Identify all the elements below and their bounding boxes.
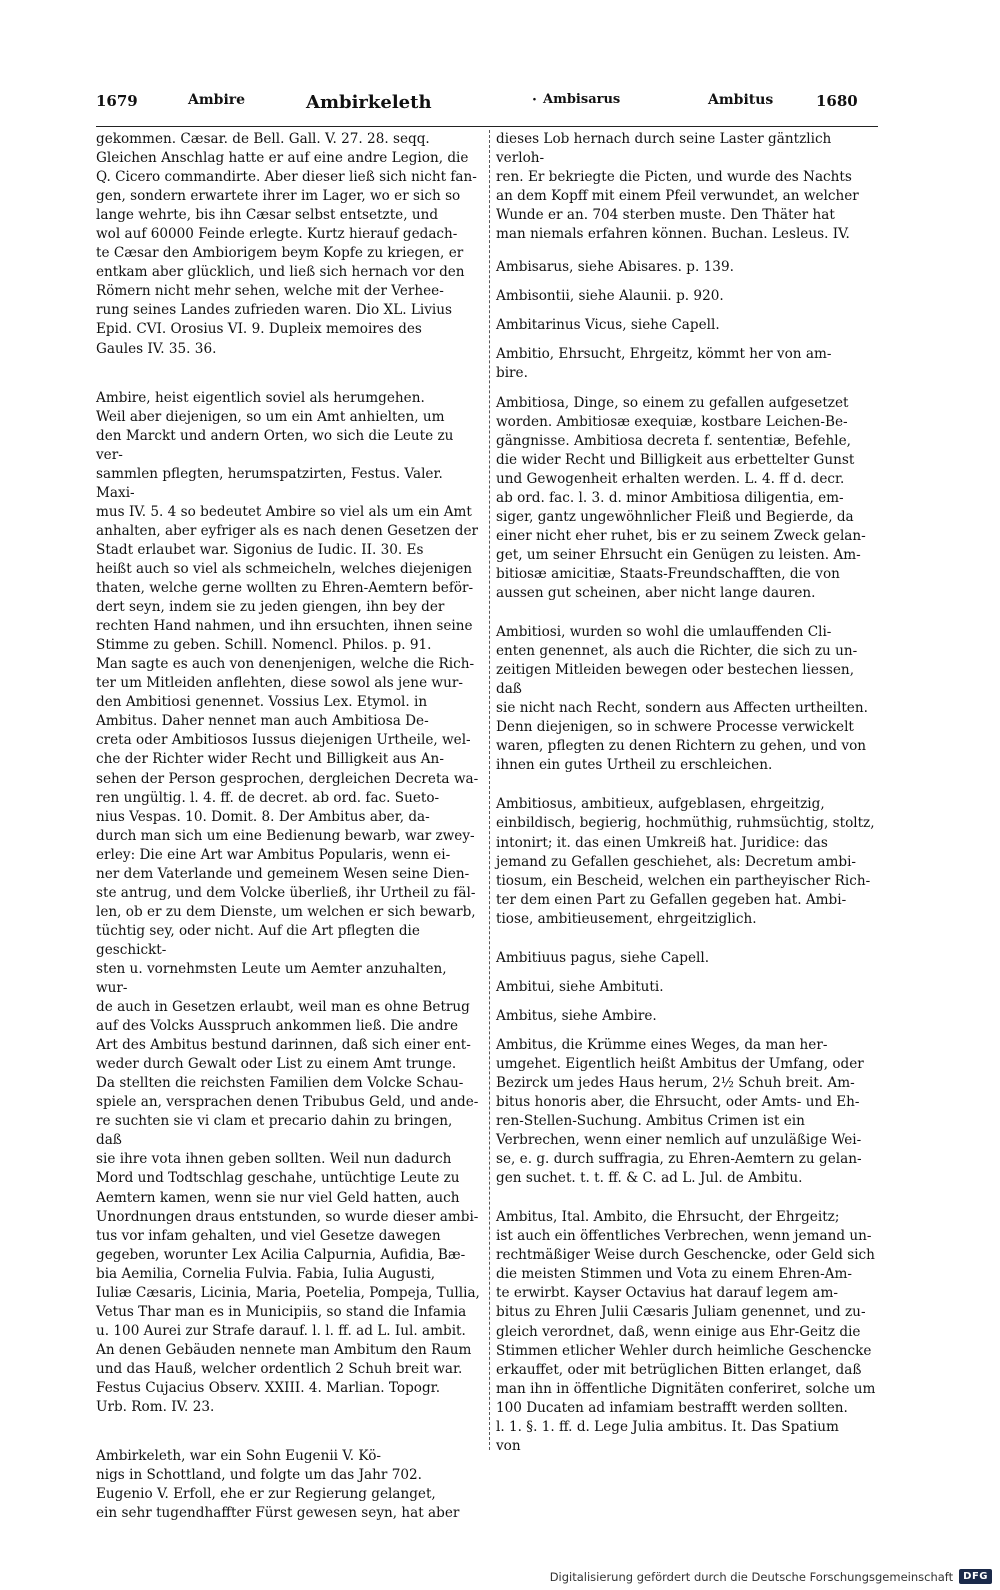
header-separator-dot: · (532, 92, 537, 108)
digitization-footer (550, 1569, 992, 1584)
entry-paragraph: Ambitus, siehe Ambire. (496, 1007, 657, 1024)
header-keyword-right: Ambisarus (543, 92, 621, 107)
entry-paragraph: Ambitiosus, ambitieux, aufgeblasen, ehrgeitzig, einbildisch, begierig, hochmüthig, ruhmsüchtig, stoltz, intonirt; it. das einen Umkreiß hat. Juridice: das jemand zu Gefallen geschiehet, als: Decretum ambi- tiosum, ein Bescheid, welchen ein partheyischer Rich- ter dem einen Part zu Gefallen gegeben hat. Ambi- tiose, ambitieusement, ehrgeitziglich. (496, 796, 875, 927)
entry-paragraph: Ambitiuus pagus, siehe Capell. (496, 949, 710, 966)
header-keyword-fraktur-left: Ambirkeleth (306, 92, 432, 113)
header-keyword-fraktur-right: Ambitus (708, 92, 774, 108)
footer-credit-text: Digitalisierung gefördert durch die Deutsche Forschungsgemeinschaft (549, 1569, 954, 1584)
entry-paragraph: Ambitiosi, wurden so wohl die umlauffenden Cli- enten genennet, als auch die Richter, die sich zu un- zeitigen Mitleiden bewegen oder bestechen liessen, daß sie nicht nach Recht, sondern aus Affecten urtheilten. Denn diejenigen, so in schwere Processe verwickelt waren, pflegten zu denen Richtern zu gehen, und von ihnen ein gutes Urtheil zu erschleichen. (496, 624, 868, 774)
page-number-right: 1680 (816, 92, 858, 110)
entry-paragraph: Ambire, heist eigentlich soviel als herumgehen. Weil aber diejenigen, so um ein Amt anhielten, um den Marckt und andern Orten, wo sich die Leute zu ver- sammlen pflegten, herumspatzirten, Festus. Valer. Maxi- mus IV. 5. 4 so bedeutet Ambire so viel als um ein Amt anhalten, aber eyfriger als es nach denen Gesetzen der Stadt erlaubet war. Sigonius de Iudic. II. 30. Es heißt auch so viel als schmeicheln, welches diejenigen thaten, welche gerne wollten zu Ehren-Aemtern beför- dert seyn, indem sie zu jeden giengen, ihn bey der rechten Hand nahmen, und ihn ersuchten, ihnen seine Stimme zu geben. Schill. Nomencl. Philos. p. 91. Man sagte es auch von denenjenigen, welche die Rich- ter um Mitleiden anflehten, diese sowol als jene wur- den Ambitiosi genennet. Vossius Lex. Etymol. in Ambitus. Daher nennet man auch Ambitiosa De- creta oder Ambitiosos Iussus diejenigen Urtheile, wel- che der Richter wider Recht und Billigkeit aus An- sehen der Person gesprochen, dergleichen Decreta wa- ren ungültig. l. 4. ff. de decret. ab ord. fac. Sueto- nius Vespas. 10. Domit. 8. Der Ambitus aber, da- durch man sich um eine Bedienung bewarb, war zwey- erley: Die eine Art war Ambitus Popularis, wenn ei- ner dem Vaterlande und gemeinem Wesen seine Dien- ste antrug, und dem Volcke überließ, ihr Urtheil zu fäl- len, ob er zu dem Dienste, um welchen er sich bewarb, tüchtig sey, oder nicht. Auf die Art pflegten die geschickt- sten u. vornehmsten Leute um Aemter anzuhalten, wur- de auch in Gesetzen erlaubt, weil man es ohne Betrug auf des Volcks Ausspruch ankommen ließ. Die andre Art des Ambitus bestund darinnen, daß sich einer ent- weder durch Gewalt oder List zu einem Amt trunge. Da stellten die reichsten Familien dem Volcke Schau- spiele an, versprachen denen Tribubus Geld, und ande- re suchten sie vi clam et precario dahin zu bringen, daß sie ihre vota ihnen geben sollten. Weil nun dadurch Mord und Todtschlag geschahe, untüchtige Leute zu Aemtern kamen, wenn sie nur viel Geld hatten, auch Unordnungen draus entstunden, so wurde dieser ambi- tus vor infam gehalten, und viel Gesetze dawegen gegeben, worunter Lex Acilia Calpurnia, Aufidia, Bæ- bia Aemilia, Cornelia Fulvia. Fabia, Iulia Augusti, Iuliæ Cæsaris, Licinia, Maria, Poetelia, Pompeja, Tullia, Vetus Thar man es in Municipiis, so stand die Infamia u. 100 Aurei zur Strafe darauf. l. l. ff. ad L. Iul. ambit. An denen Gebäuden nennete man Ambitum den Raum und das Hauß, welcher ordentlich 2 Schuh breit war. Festus Cujacius Observ. XXIII. 4. Marlian. Topogr. Urb. Rom. IV. 23. (96, 389, 480, 1416)
entry-paragraph: Ambirkeleth, war ein Sohn Eugenii V. Kö- nigs in Schottland, und folgte um das Jahr 702. Eugenio V. Erfoll, ehe er zur Regierung gelanget, ein sehr tugendhaffter Fürst gewesen seyn, hat aber (96, 1448, 460, 1522)
entry-paragraph: Ambitiosa, Dinge, so einem zu gefallen aufgesetzet worden. Ambitiosæ exequiæ, kostbare Leichen-Be- gängnisse. Ambitiosa decreta f. sententiæ, Befehle, die wider Recht und Billigkeit aus erbettelter Gunst und Gewogenheit erhalten werden. L. 4. ff d. decr. ab ord. fac. l. 3. d. minor Ambitiosa diligentia, em- siger, gantz ungewöhnlicher Fleiß und Begierde, da einer nicht eher ruhet, bis er zu seinem Zweck gelan- get, um seiner Ehrsucht ein Genügen zu leisten. Am- bitiosæ amicitiæ, Staats-Freundschafften, die von aussen gut scheinen, aber nicht lange dauren. (496, 394, 866, 601)
entry-paragraph: Ambitarinus Vicus, siehe Capell. (496, 317, 720, 334)
entry-paragraph: Ambisontii, siehe Alaunii. p. 920. (496, 288, 724, 305)
entry-paragraph: dieses Lob hernach durch seine Laster gäntzlich verloh- ren. Er bekriegte die Picten, und wurde des Nachts an dem Kopff mit einem Pfeil verwundet, an welcher Wunde er an. 704 sterben muste. Den Thäter hat man niemals erfahren können. Buchan. Lesleus. IV. (496, 131, 859, 243)
column-divider (489, 130, 491, 1450)
page-number-left: 1679 (96, 92, 138, 110)
dfg-logo: DFG (959, 1569, 992, 1584)
entry-paragraph: Ambisarus, siehe Abisares. p. 139. (496, 259, 734, 276)
entry-paragraph: Ambitus, Ital. Ambito, die Ehrsucht, der Ehrgeitz; ist auch ein öffentliches Verbrechen, wenn jemand un- rechtmäßiger Weise durch Geschencke, oder Geld sich die meisten Stimmen und Vota zu einem Ehren-Am- te erwirbt. Kayser Octavius hat darauf legem am- bitus zu Ehren Julii Cæsaris Juliam genennet, und zu- gleich verordnet, daß, wenn einige aus Ehr-Geitz die Stimmen etlicher Wehler durch heimliche Geschencke erkauffet, oder mit betrüglichen Bitten erlanget, daß man ihn in öffentliche Dignitäten conferiret, solche um 100 Ducaten ad infamiam bestrafft werden sollten. l. 1. §. 1. ff. d. Lege Julia ambitus. It. Das Spatium von (496, 1209, 876, 1454)
entry-paragraph: Ambitio, Ehrsucht, Ehrgeitz, kömmt her von am- bire. (496, 346, 832, 382)
left-column (96, 130, 480, 1523)
header-keyword-left: Ambire (188, 92, 246, 108)
entry-paragraph: Ambitus, die Krümme eines Weges, da man her- umgehet. Eigentlich heißt Ambitus der Umfang, oder Bezirck um jedes Haus herum, 2½ Schuh breit. Am- bitus honoris aber, die Ehrsucht, oder Amts- und Eh- ren-Stellen-Suchung. Ambitus Crimen ist ein Verbrechen, wenn einer nemlich auf unzuläßige Wei- se, e. g. durch suffragia, zu Ehren-Aemtern zu gelan- gen suchet. t. t. ff. & C. ad L. Jul. de Ambitu. (496, 1036, 864, 1187)
entry-paragraph: gekommen. Cæsar. de Bell. Gall. V. 27. 28. seqq. Gleichen Anschlag hatte er auf eine andre Legion, die Q. Cicero commandirte. Aber dieser ließ sich nicht fan- gen, sondern erwartete ihrer im Lager, wo er sich so lange wehrte, bis ihn Cæsar selbst entsetzte, und wol auf 60000 Feinde erlegte. Kurtz hierauf gedach- te Cæsar den Ambiorigem beym Kopfe zu kriegen, er entkam aber glücklich, und ließ sich hernach vor den Römern nicht mehr sehen, welche mit der Verhee- rung seines Landes zufrieden waren. Dio XL. Livius Epid. CVI. Orosius VI. 9. Dupleix memoires des Gaules IV. 35. 36. (96, 131, 477, 357)
entry-paragraph: Ambitui, siehe Ambituti. (496, 978, 664, 995)
header-rule (96, 126, 878, 127)
right-column (496, 130, 878, 1456)
page-header (96, 92, 876, 122)
